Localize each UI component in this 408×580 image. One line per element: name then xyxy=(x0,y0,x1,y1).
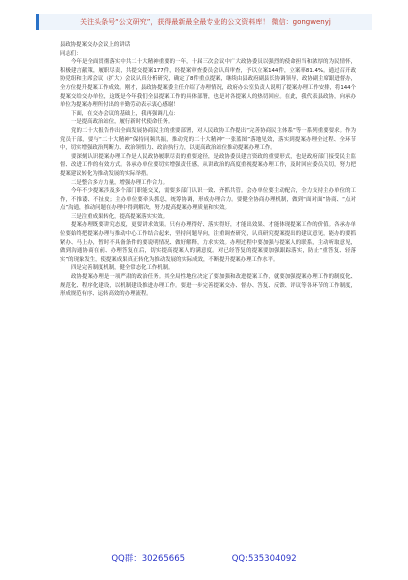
contact-footer xyxy=(0,552,408,566)
document-title: 县政协提案交办会议上的讲话 xyxy=(60,42,131,48)
qq-contact-number: QQ:535304092 xyxy=(231,554,297,564)
paragraph-2: 今年不少提案涉及多个部门职能交叉，需要多部门认识一致、齐抓共管。会办单位要主动配合，全力支持主办单位的工作，不推诿、不扯皮；主办单位要牵头抓总，统筹协调，形成办理合力。要健全协商办理机制，做到“面对面”协商、“点对点”沟通，推动问题在办理中得到解决，努力提高提案办理质量和实效。 xyxy=(60,188,356,212)
paragraph-1a: 党的二十大报告作出全面发展协商民主的重要部署，对人民政协工作提出“完善协商民主体系”等一系列重要要求。作为党员干部，要与“二十大精神”保持同频共振，推动党的二十大精神“一张蓝图”落地见效，落实到提案办理全过程、全环节中，切实增强政治判断力、政治领悟力、政治执行力，以更高政治站位推动提案办理工作。 xyxy=(60,127,356,152)
paragraph-4: 政协提案办理是一项严肃的政治任务。其全局性地位决定了要加强和改进提案工作，就要加强提案办理工作的制度化、规范化、程序化建设，以机制建设推进办理工作。要进一步完善提案交办、督办、答复、反馈、评议等各环节的工作制度，形成规范有序、运转高效的办理流程。 xyxy=(60,274,356,298)
greeting: 同志们： xyxy=(60,50,82,57)
paragraph-3: 提案办理既要讲究态度，更要讲求效果。只有办理得好、落实得好，才能出效果、才能体现提案工作的价值。各承办单位要始终把提案办理与推动中心工作结合起来，坚持问题导向，注重调查研究，认真研究提案提出的建议意见，能办的要抓紧办、马上办，暂时不具备条件的要说明情况、做好解释，力求实效。办理过程中要加强与提案人的联系，主动听取意见，做到沟通协商在前、办理答复在后，切实提高提案人的满意度。对已经答复的提案要加强跟踪落实，防止“重答复、轻落实”的现象发生，使提案成果真正转化为推动发展的实际成效，不断提升提案办理工作水平。 xyxy=(60,222,356,263)
section-heading-1: 一是提高政治站位，履行新时代使命任务。 xyxy=(71,119,174,126)
section-heading-3: 三是注重成果转化，提高提案落实实效。 xyxy=(71,213,169,220)
section-heading-4: 四是完善制度机制，健全常态化工作机制。 xyxy=(71,265,174,272)
section-heading-2: 二是整合多方力量，增强办理工作合力。 xyxy=(71,179,169,186)
paragraph-intro: 今年是全面贯彻落实中共二十大精神重要的一年，十届三次会议中广大政协委员以强烈的使命担当和浓厚的为民情怀，积极建言献策，履职尽责，共提交提案177件，经提案审查委员会认真审查，予以立案144件，立案率81.4%。通过召开政协党组和主席会议（扩大）会议认真分析研究，确定了8件重点提案，继续由县政府副县长协调领导，政协副主席跟进督办，全方位提升提案工作成效。刚才，县政协提案委主任介绍了办理情况，政府办公室负责人说明了提案办理工作安排，将144个提案交给交办单位，这既是今年我们全县提案工作的具体部署，也是对各提案人的热切回应。在此，我代表县政协，向承办单位为提案办理所付出的辛勤劳动表示衷心感谢！ xyxy=(60,59,356,109)
wechat-promo-banner: 关注头条号“公文研究”，获得最新最全最专业的公文资料库！ 微信：gongwenyj xyxy=(36,14,372,30)
paragraph-1b: 要深刻认识提案办理工作是人民政协履职尽责的重要途径，是政协委员建言资政的重要形式，也是政府部门接受民主监督、改进工作的有效方式。各承办单位要切实增强责任感，从讲政治的高度重视提案办理工作，及时回应委员关切，努力把提案建议转化为推动发展的实际举措。 xyxy=(60,153,356,177)
document-body xyxy=(60,41,356,541)
paragraph-transition: 下面，在交办会议的基础上，我再强调几点： xyxy=(71,110,179,117)
qq-group-number: QQ群：30265665 xyxy=(111,554,186,564)
